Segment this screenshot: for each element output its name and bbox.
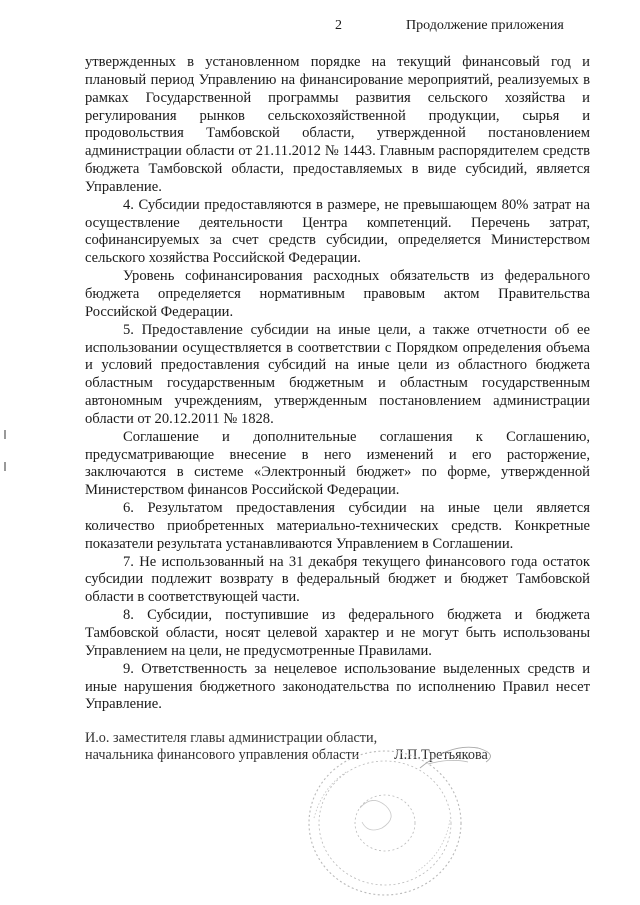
paragraph-cofinancing: Уровень софинансирования расходных обязательств из федерального бюджета определяется нормативным правовым актом Правительства Российской Федерации. <box>85 268 590 320</box>
signature-title-line1: И.о. заместителя главы администрации области, <box>85 730 378 746</box>
signatory-name: Л.П.Третьякова <box>394 747 488 763</box>
scan-edge-mark <box>4 430 6 439</box>
official-seal-stamp <box>300 728 570 903</box>
document-body <box>85 54 590 714</box>
signature-title-line2: начальника финансового управления области <box>85 747 360 763</box>
paragraph-5: 5. Предоставление субсидии на иные цели, а также отчетности об ее использовании осуществляется в соответствии с Порядком определения объема и условий предоставления субсидий на иные цели из областного бюджета областным государственным бюджетным и областным государственным автономным учреждениям, утвержденным постановлением администрации области от 20.12.2011 № 1828. <box>85 321 590 427</box>
paragraph-continuation: утвержденных в установленном порядке на текущий финансовый год и плановый период Управлению на финансирование мероприятий, реализуемых в рамках Государственной программы развития сельского хозяйства и регулирования рынков сельскохозяйственной продукции, сырья и продовольствия Тамбовской области, утвержденной постановлением администрации области от 21.11.2012 № 1443. Главным распорядителем средств бюджета Тамбовской области, предоставляемых в виде субсидий, является Управление. <box>85 54 590 195</box>
paragraph-7: 7. Не использованный на 31 декабря текущего финансового года остаток субсидии подлежит возврату в федеральный бюджет и бюджет Тамбовской области в соответствующей части. <box>85 553 590 606</box>
page-number: 2 <box>335 18 342 33</box>
paragraph-4: 4. Субсидии предоставляются в размере, не превышающем 80% затрат на осуществление деятельности Центра компетенций. Перечень затрат, софинансируемых за счет средств субсидии, определяется Министерством сельского хозяйства Российской Федерации. <box>85 196 590 267</box>
paragraph-9: 9. Ответственность за нецелевое использование выделенных средств и иные нарушения бюджетного законодательства по исполнению Правил несет Управление. <box>85 660 590 713</box>
paragraph-agreement: Соглашение и дополнительные соглашения к Соглашению, предусматривающие внесение в него изменений и его расторжение, заключаются в системе «Электронный бюджет» по форме, утвержденной Министерством финансов Российской Федерации. <box>85 428 590 499</box>
scan-edge-mark <box>4 462 6 471</box>
paragraph-6: 6. Результатом предоставления субсидии на иные цели является количество приобретенных материально-технических средств. Конкретные показатели результата устанавливаются Управлением в Соглашении. <box>85 500 590 552</box>
header-note: Продолжение приложения <box>406 18 564 33</box>
paragraph-8: 8. Субсидии, поступившие из федерального бюджета и бюджета Тамбовской области, носят целевой характер и не могут быть использованы Управлением на цели, не предусмотренные Правилами. <box>85 607 590 659</box>
